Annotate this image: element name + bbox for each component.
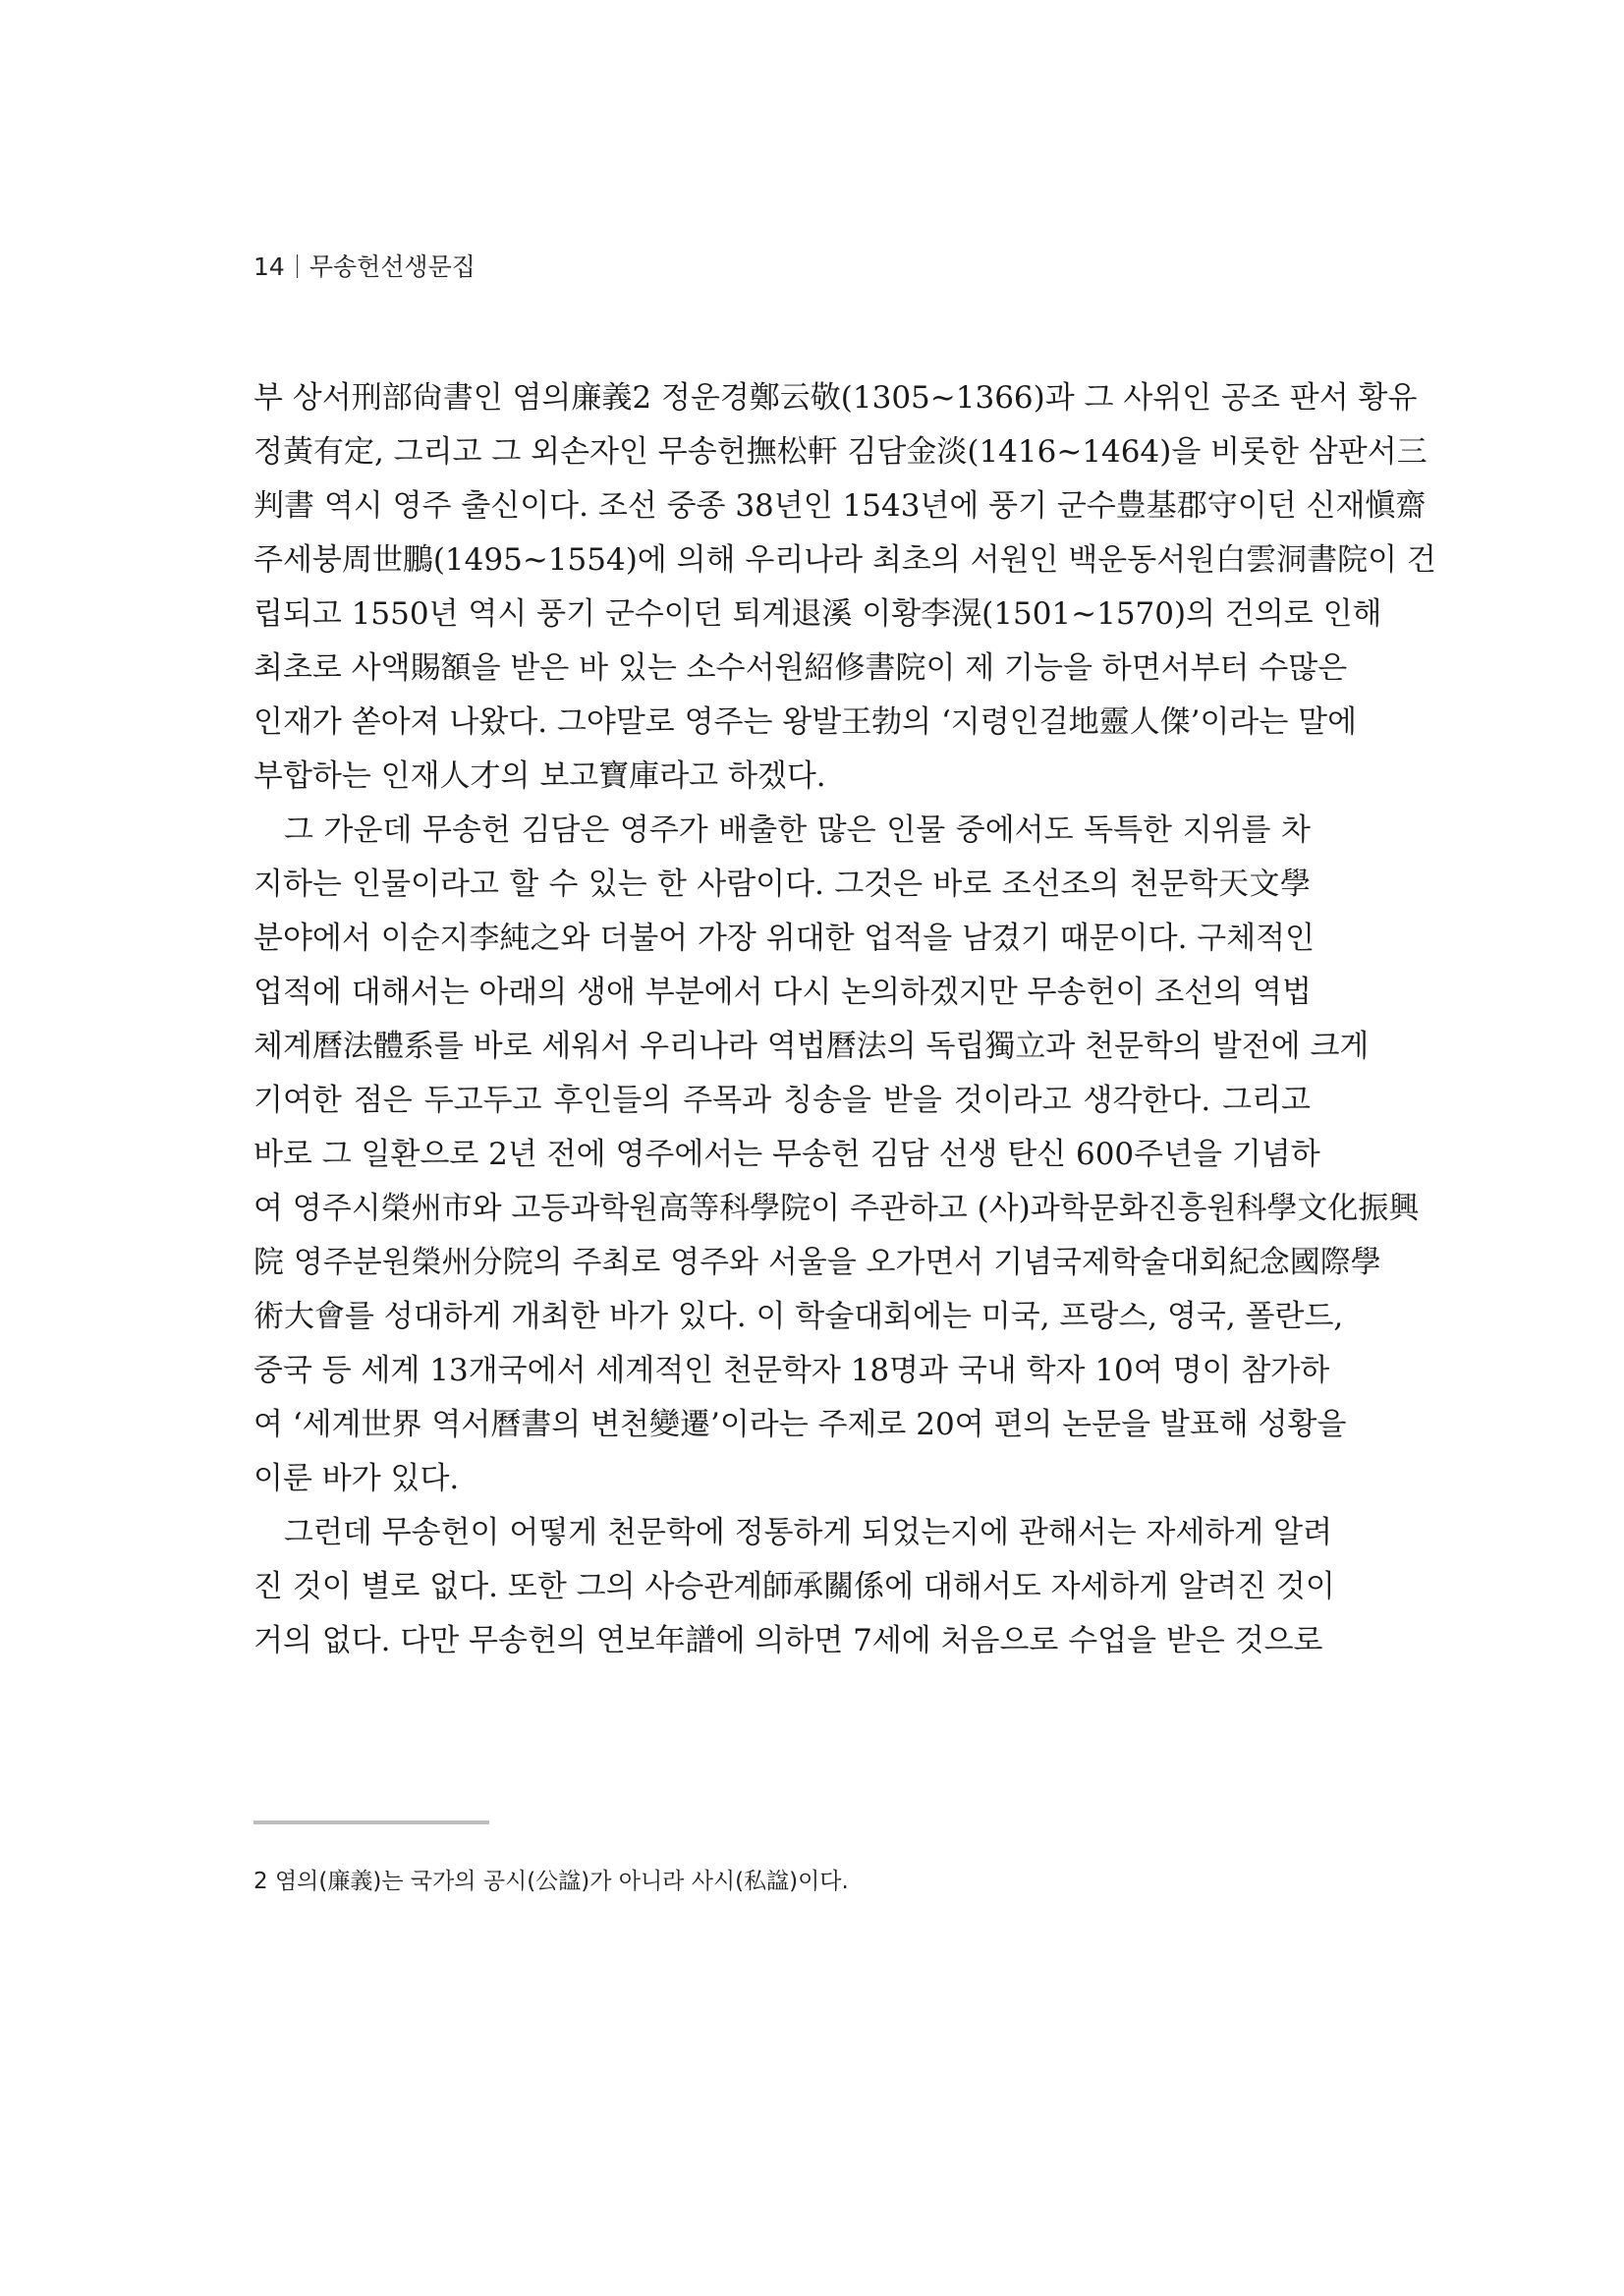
text-line: 그 가운데 무송헌 김담은 영주가 배출한 많은 인물 중에서도 독특한 지위를 차 bbox=[284, 812, 1311, 848]
body-text bbox=[253, 371, 1436, 1668]
text-line: 최초로 사액賜額을 받은 바 있는 소수서원紹修書院이 제 기능을 하면서부터 수많은 bbox=[253, 650, 1348, 686]
text-line: 지하는 인물이라고 할 수 있는 한 사람이다. 그것은 바로 조선조의 천문학天文學 bbox=[253, 867, 1311, 902]
book-title: 무송헌선생문집 bbox=[308, 252, 476, 281]
text-line: 체계曆法體系를 바로 세워서 우리나라 역법曆法의 독립獨立과 천문학의 발전에 크게 bbox=[253, 1029, 1370, 1064]
text-line: 거의 없다. 다만 무송헌의 연보年譜에 의하면 7세에 처음으로 수업을 받은 것으로 bbox=[253, 1623, 1323, 1658]
text-line: 院 영주분원榮州分院의 주최로 영주와 서울을 오가면서 기념국제학술대회紀念國際學 bbox=[253, 1245, 1381, 1280]
text-line: 기여한 점은 두고두고 후인들의 주목과 칭송을 받을 것이라고 생각한다. 그리고 bbox=[253, 1083, 1311, 1118]
text-line: 부합하는 인재人才의 보고寶庫라고 하겠다. bbox=[253, 758, 826, 794]
text-line: 부 상서刑部尙書인 염의廉義2 정운경鄭云敬(1305~1366)과 그 사위인 공조 판서 황유 bbox=[253, 380, 1418, 416]
text-line: 인재가 쏟아져 나왔다. 그야말로 영주는 왕발王勃의 ‘지령인걸地靈人傑’이라는 말에 bbox=[253, 704, 1358, 740]
running-header bbox=[253, 248, 476, 283]
text-line: 진 것이 별로 없다. 또한 그의 사승관계師承關係에 대해서도 자세하게 알려진 것이 bbox=[253, 1569, 1335, 1604]
text-line: 바로 그 일환으로 2년 전에 영주에서는 무송헌 김담 선생 탄신 600주년을 기념하 bbox=[253, 1137, 1320, 1172]
text-line: 분야에서 이순지李純之와 더불어 가장 위대한 업적을 남겼기 때문이다. 구체적인 bbox=[253, 921, 1316, 956]
text-line: 그런데 무송헌이 어떻게 천문학에 정통하게 되었는지에 관해서는 자세하게 알려 bbox=[284, 1515, 1333, 1550]
footnote-divider bbox=[253, 1820, 489, 1824]
text-line: 업적에 대해서는 아래의 생애 부분에서 다시 논의하겠지만 무송헌이 조선의 역법 bbox=[253, 975, 1312, 1010]
text-line: 립되고 1550년 역시 풍기 군수이던 퇴계退溪 이황李滉(1501~1570)의 건의로 인해 bbox=[253, 596, 1382, 632]
text-line: 여 영주시榮州市와 고등과학원高等科學院이 주관하고 (사)과학문화진흥원科學文化振興 bbox=[253, 1191, 1420, 1226]
text-line: 이룬 바가 있다. bbox=[253, 1461, 460, 1496]
page-number: 14 bbox=[253, 252, 285, 281]
text-line: 주세붕周世鵬(1495~1554)에 의해 우리나라 최초의 서원인 백운동서원白雲洞書院이 건 bbox=[253, 542, 1436, 578]
text-line: 判書 역시 영주 출신이다. 조선 중종 38년인 1543년에 풍기 군수豊基郡守이던 신재愼齋 bbox=[253, 488, 1427, 524]
text-line: 여 ‘세계世界 역서曆書의 변천變遷’이라는 주제로 20여 편의 논문을 발표해 성황을 bbox=[253, 1407, 1347, 1442]
text-line: 중국 등 세계 13개국에서 세계적인 천문학자 18명과 국내 학자 10여 명이 참가하 bbox=[253, 1353, 1330, 1388]
text-line: 정黃有定, 그리고 그 외손자인 무송헌撫松軒 김담金淡(1416~1464)을 비롯한 삼판서三 bbox=[253, 434, 1428, 470]
header-separator bbox=[297, 254, 298, 278]
footnote: 2 염의(廉義)는 국가의 공시(公諡)가 아니라 사시(私諡)이다. bbox=[253, 1869, 849, 1894]
text-line: 術大會를 성대하게 개최한 바가 있다. 이 학술대회에는 미국, 프랑스, 영국, 폴란드, bbox=[253, 1299, 1344, 1334]
